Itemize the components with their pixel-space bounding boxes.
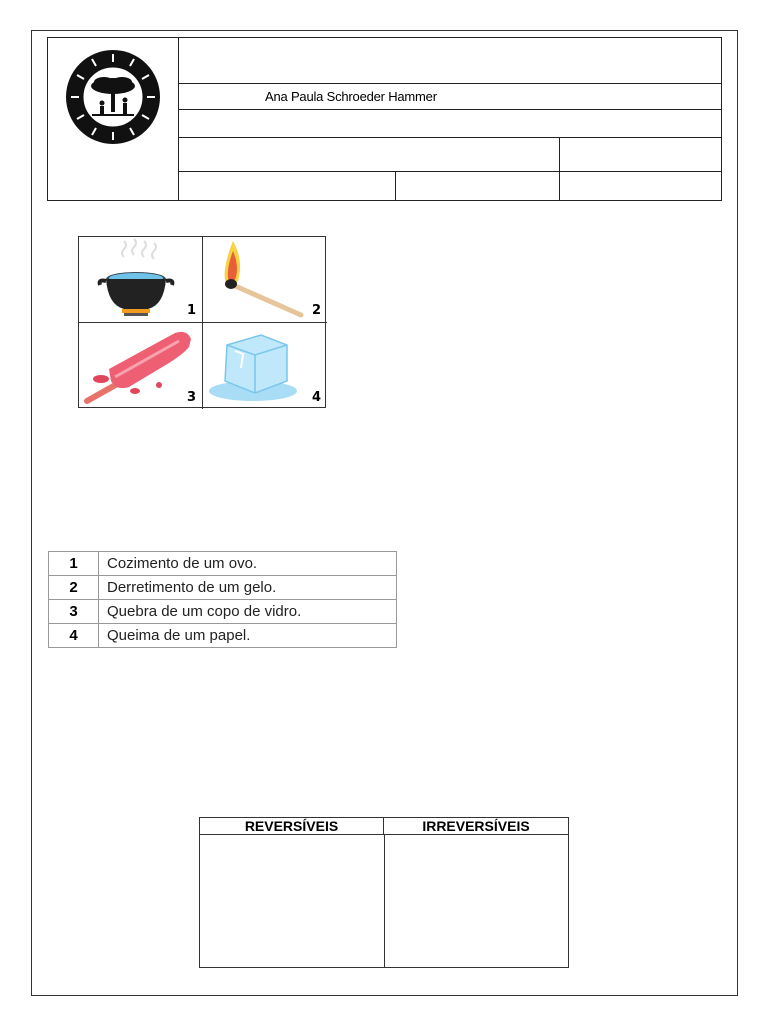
picture-cell (203, 237, 327, 323)
reversible-header: REVERSÍVEIS (200, 818, 384, 835)
table-row (49, 600, 397, 624)
picture-cell (79, 237, 203, 323)
process-number: 2 (49, 576, 99, 600)
process-description: Derretimento de um gelo. (99, 576, 397, 600)
table-row (49, 552, 397, 576)
process-number: 4 (49, 624, 99, 648)
picture-cell (203, 323, 327, 409)
process-number: 1 (49, 552, 99, 576)
process-description: Quebra de um copo de vidro. (99, 600, 397, 624)
header-row-4 (179, 138, 721, 172)
pictures-grid (78, 236, 326, 408)
process-description: Cozimento de um ovo. (99, 552, 397, 576)
column-divider (384, 835, 385, 967)
worksheet-header (47, 37, 722, 201)
burning-match-icon (203, 237, 327, 323)
table-row (49, 576, 397, 600)
header-row-1 (179, 38, 721, 84)
picture-number: 1 (186, 303, 196, 318)
picture-number: 2 (311, 303, 321, 318)
header-divider (559, 138, 560, 171)
irreversible-header: IRREVERSÍVEIS (384, 818, 568, 835)
process-description: Queima de um papel. (99, 624, 397, 648)
school-seal-tree-icon (64, 48, 162, 146)
melting-popsicle-icon (79, 323, 203, 409)
table-row (49, 624, 397, 648)
picture-number: 3 (186, 390, 196, 405)
picture-number: 4 (311, 390, 321, 405)
header-row-5 (179, 172, 721, 200)
melting-ice-cube-icon (203, 323, 327, 409)
teacher-name: Ana Paula Schroeder Hammer (265, 89, 437, 104)
picture-cell (79, 323, 203, 409)
logo-cell (48, 38, 179, 200)
header-row-teacher (179, 84, 721, 110)
process-number: 3 (49, 600, 99, 624)
header-divider (395, 172, 396, 200)
header-row-3 (179, 110, 721, 138)
classification-table (199, 817, 569, 968)
processes-table (48, 551, 397, 648)
header-divider (559, 172, 560, 200)
boiling-pot-icon (79, 237, 203, 323)
